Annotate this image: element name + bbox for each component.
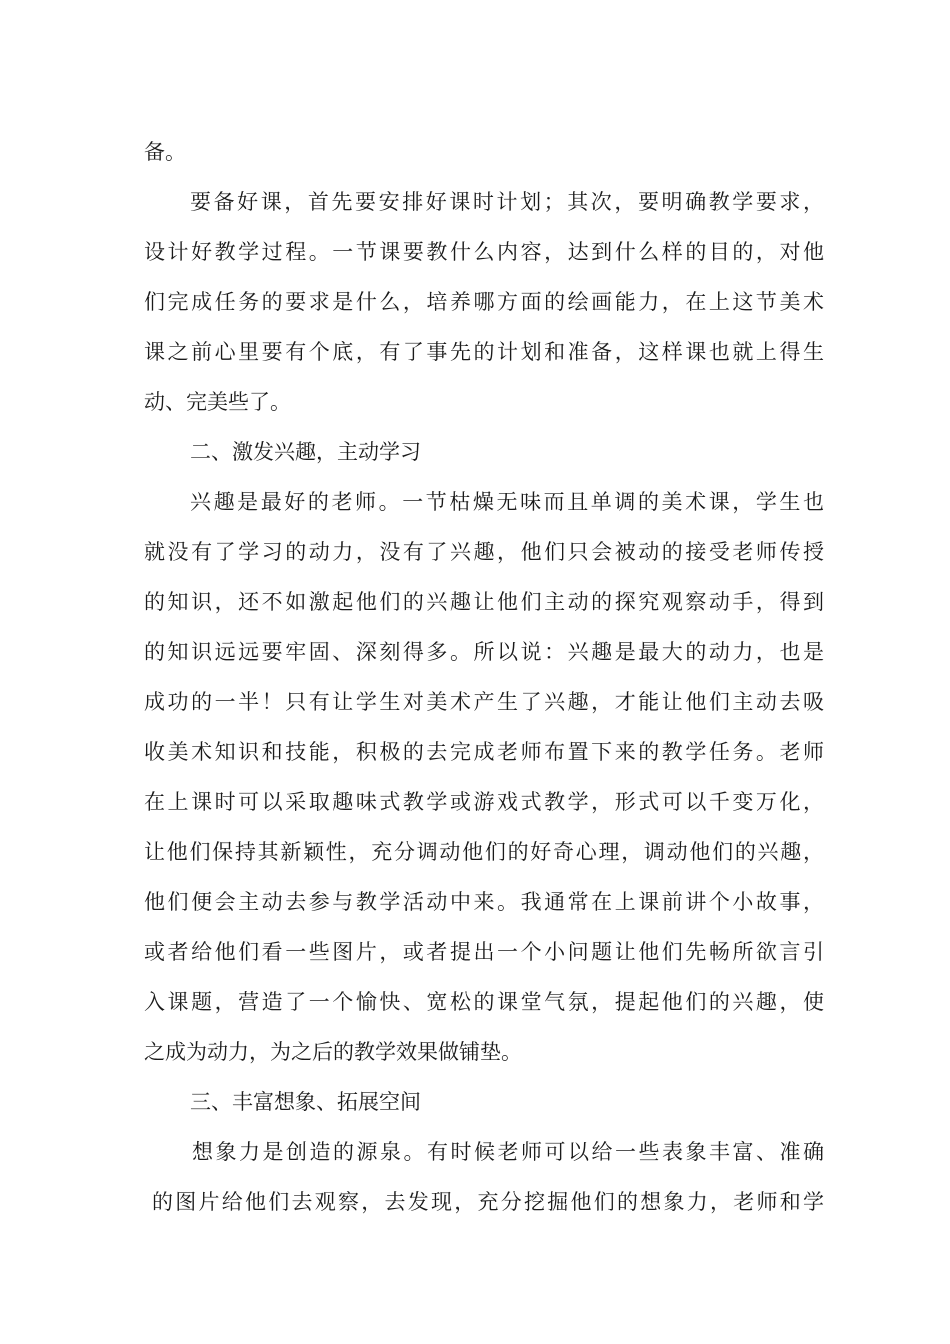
- paragraph-line: 要备好课，首先要安排好课时计划；其次，要明确教学要求，: [190, 190, 824, 214]
- paragraph-line: 动、完美些了。: [144, 390, 291, 414]
- paragraph-line: 的知识，还不如激起他们的兴趣让他们主动的探究观察动手，得到: [144, 590, 824, 614]
- paragraph-line: 在上课时可以采取趣味式教学或游戏式教学，形式可以千变万化，: [144, 790, 824, 814]
- section-heading: 二、激发兴趣，主动学习: [190, 440, 421, 464]
- paragraph-line: 的图片给他们去观察，去发现，充分挖掘他们的想象力，老师和学: [152, 1190, 824, 1214]
- paragraph-line: 们完成任务的要求是什么，培养哪方面的绘画能力，在上这节美术: [144, 290, 824, 314]
- paragraph-line: 让他们保持其新颖性，充分调动他们的好奇心理，调动他们的兴趣，: [144, 840, 824, 864]
- paragraph-line: 兴趣是最好的老师。一节枯燥无味而且单调的美术课，学生也: [190, 490, 824, 514]
- paragraph-line: 想象力是创造的源泉。有时候老师可以给一些表象丰富、准确: [192, 1140, 824, 1164]
- paragraph-line: 收美术知识和技能，积极的去完成老师布置下来的教学任务。老师: [144, 740, 824, 764]
- paragraph-line: 成功的一半！只有让学生对美术产生了兴趣，才能让他们主动去吸: [144, 690, 824, 714]
- paragraph-line: 备。: [144, 140, 186, 164]
- paragraph-line: 的知识远远要牢固、深刻得多。所以说：兴趣是最大的动力，也是: [144, 640, 824, 664]
- paragraph-line: 或者给他们看一些图片，或者提出一个小问题让他们先畅所欲言引: [144, 940, 824, 964]
- paragraph-line: 之成为动力，为之后的教学效果做铺垫。: [144, 1040, 522, 1064]
- paragraph-line: 入课题，营造了一个愉快、宽松的课堂气氛，提起他们的兴趣，使: [144, 990, 824, 1014]
- paragraph-line: 就没有了学习的动力，没有了兴趣，他们只会被动的接受老师传授: [144, 540, 824, 564]
- paragraph-line: 设计好教学过程。一节课要教什么内容，达到什么样的目的，对他: [144, 240, 824, 264]
- section-heading: 三、丰富想象、拓展空间: [190, 1090, 421, 1114]
- paragraph-line: 课之前心里要有个底，有了事先的计划和准备，这样课也就上得生: [144, 340, 824, 364]
- paragraph-line: 他们便会主动去参与教学活动中来。我通常在上课前讲个小故事，: [144, 890, 824, 914]
